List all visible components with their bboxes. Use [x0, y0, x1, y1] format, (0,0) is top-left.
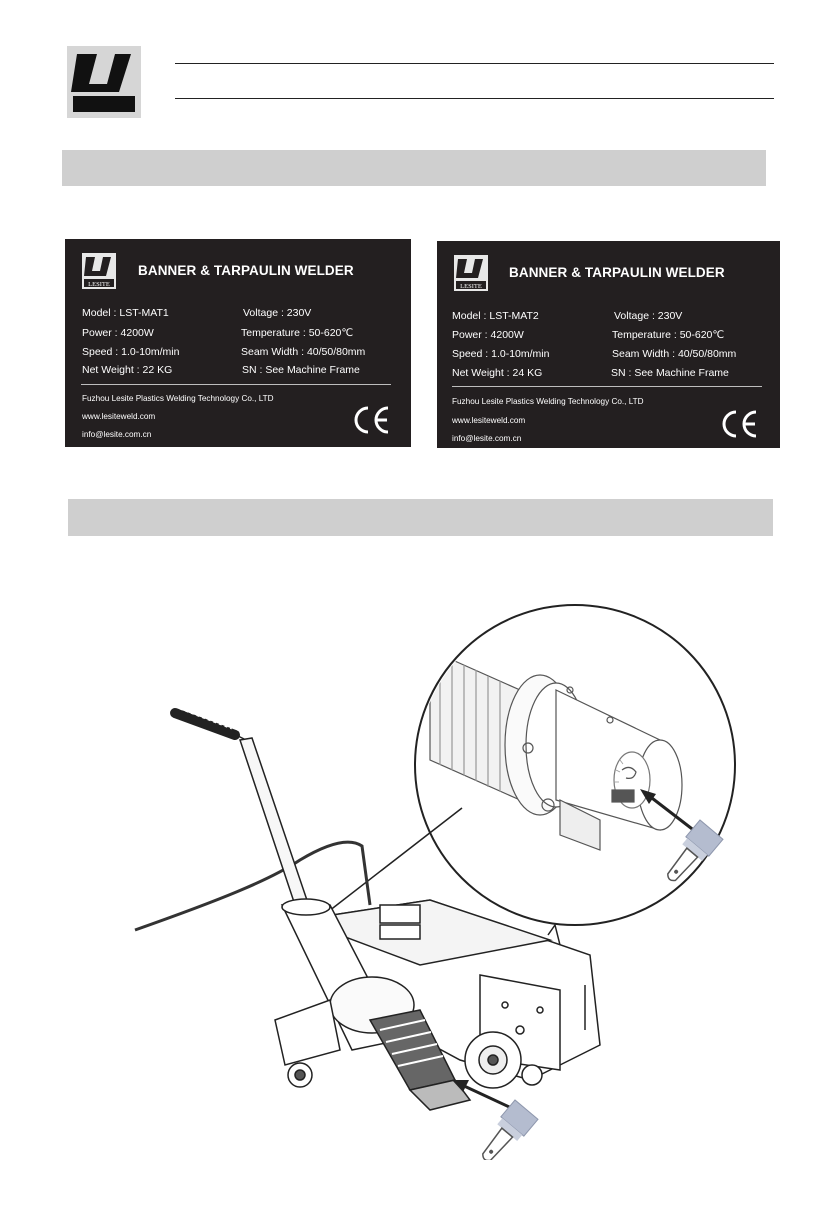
section-band-maintenance [68, 499, 773, 536]
lt-monogram-icon [67, 46, 141, 118]
company-name: Fuzhou Lesite Plastics Welding Technology Co., LTD [452, 397, 644, 406]
svg-text:LESITE: LESITE [88, 281, 110, 288]
spec-speed: Speed : 1.0-10m/min [82, 346, 180, 358]
spec-voltage: Voltage : 230V [243, 307, 312, 319]
spec-power: Power : 4200W [452, 329, 524, 341]
spec-sn: SN : See Machine Frame [611, 367, 729, 379]
header-rule-top [175, 63, 774, 64]
ce-mark-icon [719, 409, 759, 439]
website: www.lesiteweld.com [452, 416, 526, 425]
welder-illustration [0, 600, 829, 1160]
detail-magnifier-circle [415, 605, 735, 925]
brand-logo [67, 46, 141, 118]
spec-model: Model : LST-MAT2 [452, 310, 539, 322]
ce-mark-icon [351, 405, 391, 435]
brush-icon [473, 1100, 538, 1160]
nameplate-lst-mat2 [437, 241, 780, 448]
plate-divider [81, 384, 391, 385]
section-band-nameplate [62, 150, 766, 186]
email: info@lesite.com.cn [82, 430, 152, 439]
header-rule-bottom [175, 98, 774, 99]
plate-divider [452, 386, 762, 387]
spec-seam-width: Seam Width : 40/50/80mm [612, 348, 737, 360]
lesite-logo-icon [82, 253, 116, 289]
svg-text:LESITE: LESITE [460, 283, 482, 290]
company-name: Fuzhou Lesite Plastics Welding Technology Co., LTD [82, 394, 274, 403]
spec-temperature: Temperature : 50-620℃ [241, 327, 354, 339]
plate-title: BANNER & TARPAULIN WELDER [509, 265, 725, 280]
spec-temperature: Temperature : 50-620℃ [612, 329, 725, 341]
spec-model: Model : LST-MAT1 [82, 307, 169, 319]
plate-title: BANNER & TARPAULIN WELDER [138, 263, 354, 278]
spec-speed: Speed : 1.0-10m/min [452, 348, 550, 360]
spec-net-weight: Net Weight : 22 KG [82, 364, 173, 376]
spec-power: Power : 4200W [82, 327, 154, 339]
lesite-logo-icon [454, 255, 488, 291]
spec-sn: SN : See Machine Frame [242, 364, 360, 376]
spec-voltage: Voltage : 230V [614, 310, 683, 322]
spec-seam-width: Seam Width : 40/50/80mm [241, 346, 366, 358]
email: info@lesite.com.cn [452, 434, 522, 443]
spec-net-weight: Net Weight : 24 KG [452, 367, 543, 379]
nameplate-lst-mat1 [65, 239, 411, 447]
website: www.lesiteweld.com [82, 412, 156, 421]
